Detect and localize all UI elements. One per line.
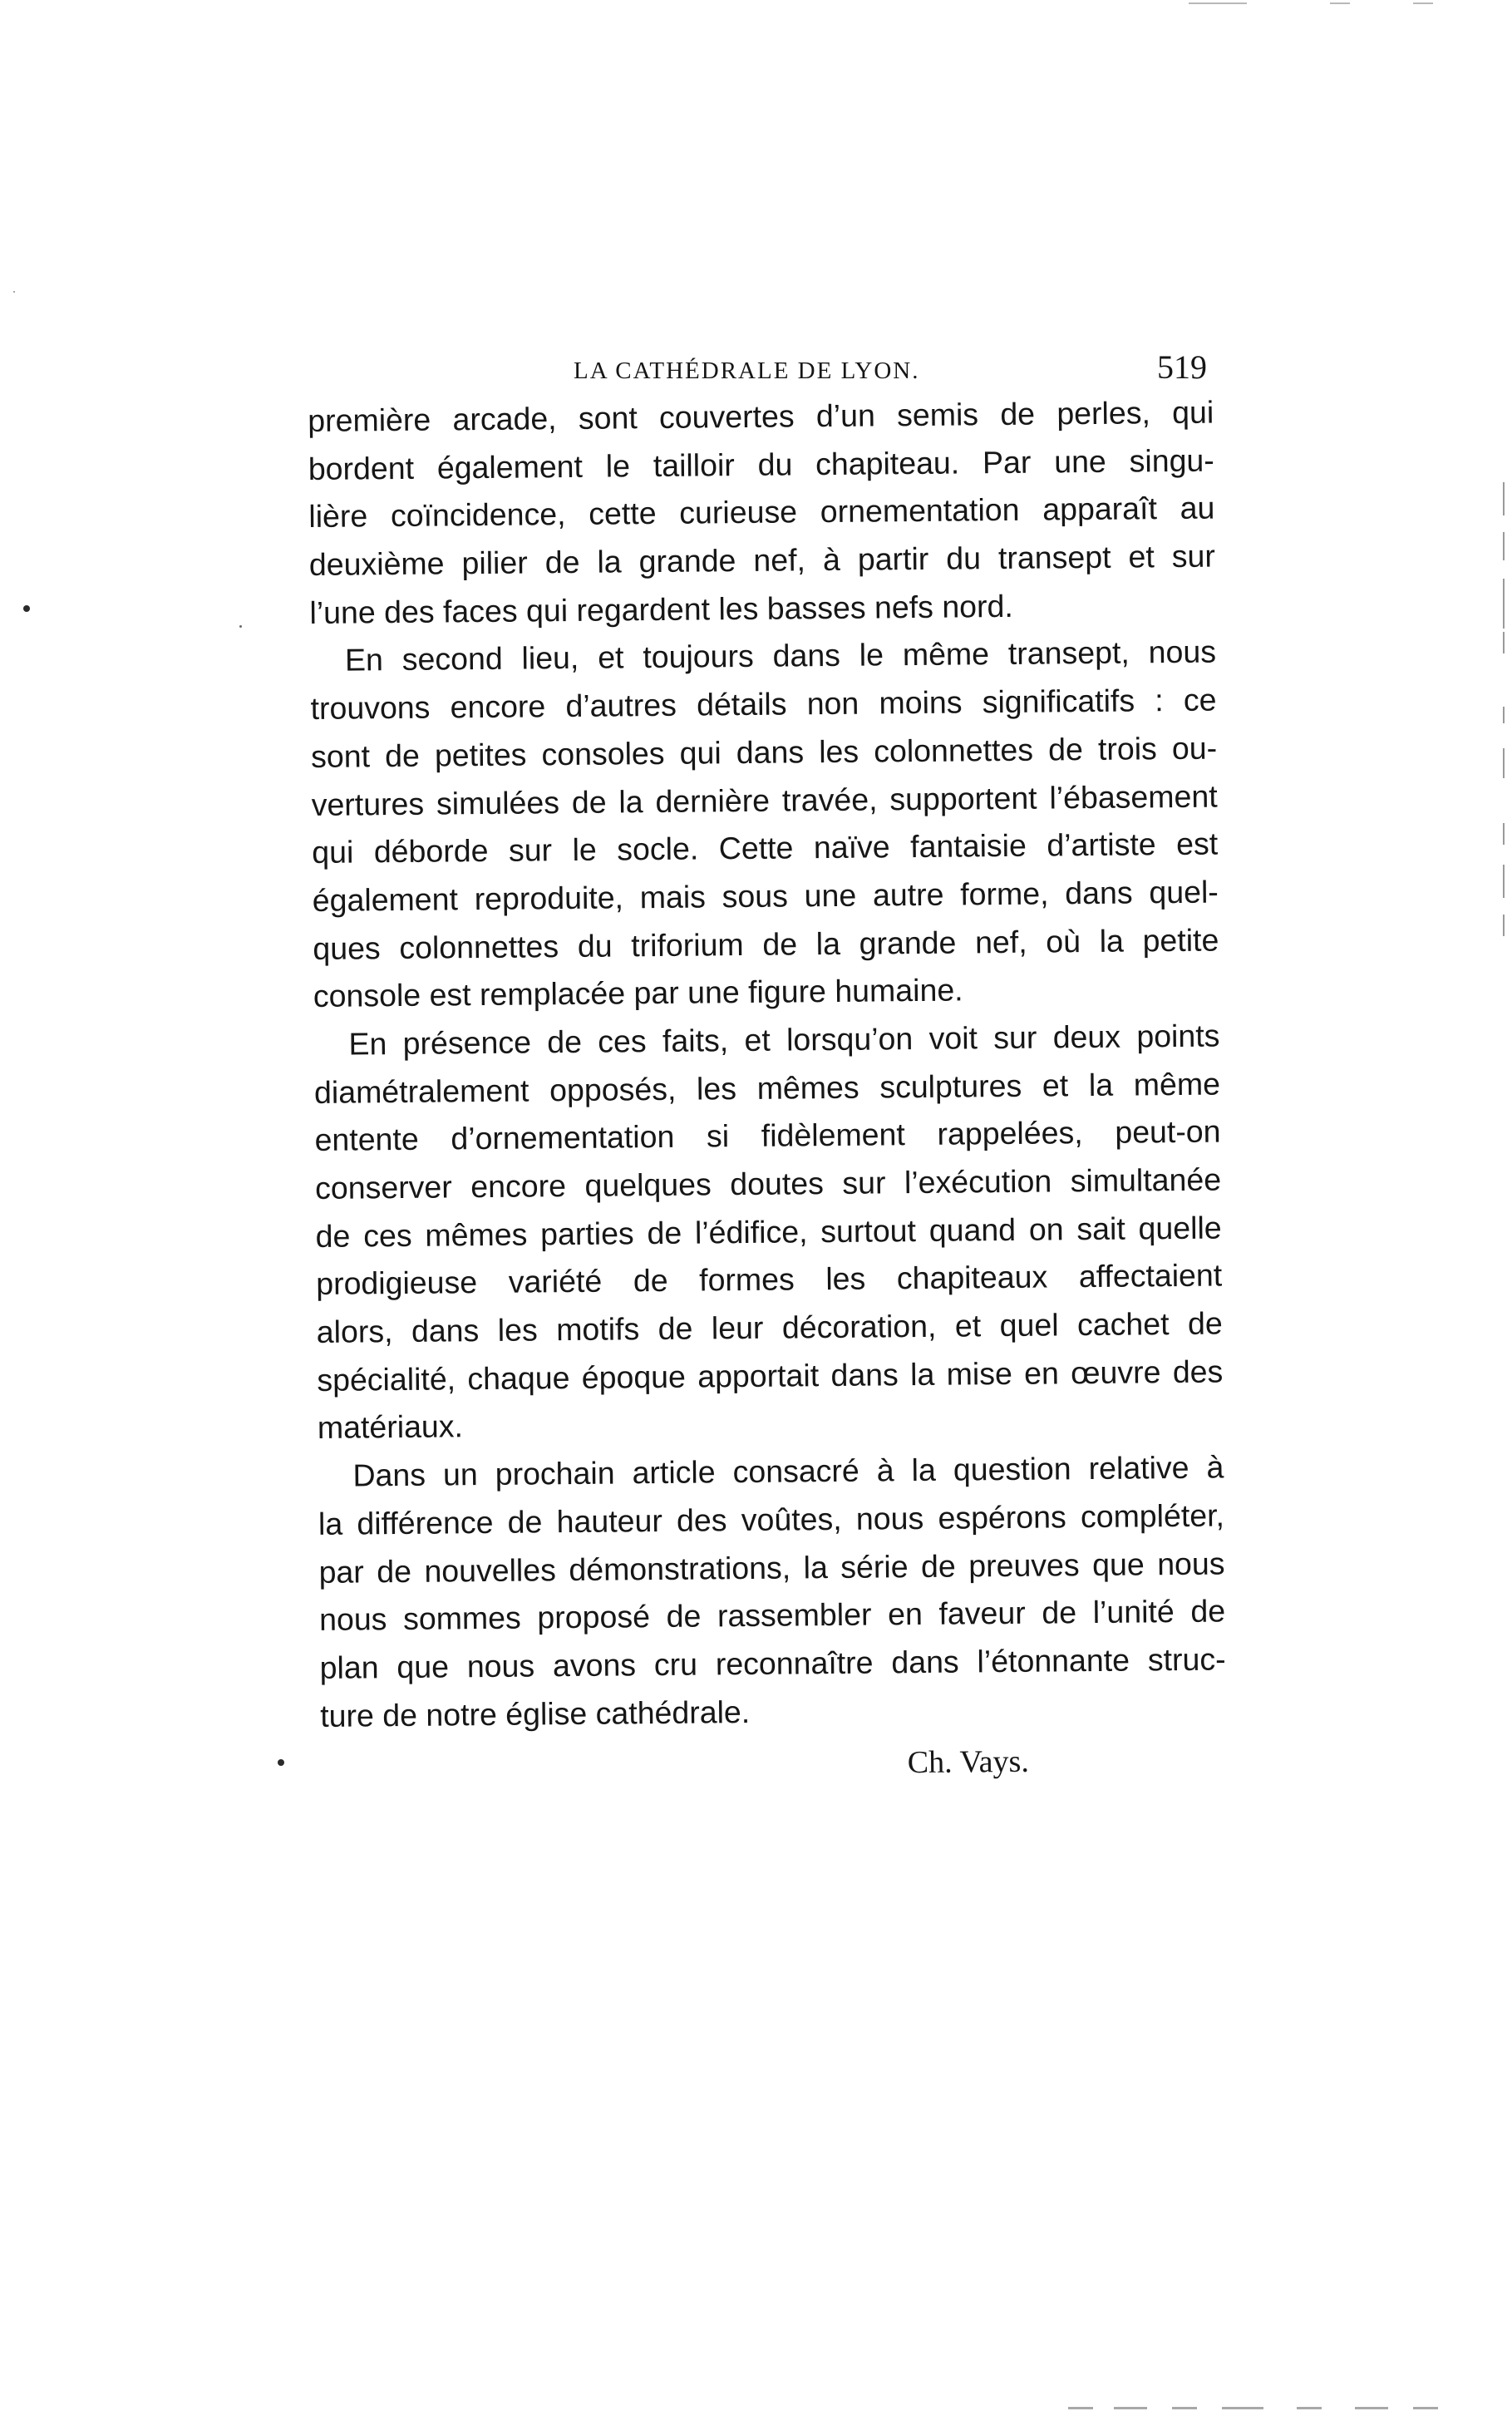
paragraph	[318, 1444, 1226, 1741]
page-number: 519	[1157, 348, 1207, 386]
scan-edge-mark	[1297, 2407, 1322, 2409]
margin-speck	[23, 605, 30, 612]
text-line: sont de petites consoles qui dans les colonnettes de trois ou-	[310, 730, 1218, 774]
scan-edge-mark	[1189, 2, 1247, 4]
author-signature: Ch. Vays.	[907, 1743, 1030, 1781]
scan-edge-mark	[1503, 823, 1505, 845]
scan-edge-mark	[1330, 2, 1350, 4]
text-line: par de nouvelles démonstrations, la série de preuves que nous	[318, 1545, 1225, 1590]
running-title: LA CATHÉDRALE DE LYON.	[574, 357, 920, 384]
scan-edge-mark	[1114, 2407, 1147, 2409]
scan-edge-mark	[1068, 2407, 1093, 2409]
margin-speck	[278, 1759, 284, 1766]
text-line: deuxième pilier de la grande nef, à partir du transept et sur	[308, 538, 1216, 583]
margin-speck	[13, 291, 15, 293]
scan-edge-mark	[1355, 2407, 1388, 2409]
scan-edge-mark	[1503, 915, 1505, 936]
text-line: Dans un prochain article consacré à la question relative à	[352, 1449, 1224, 1493]
scan-edge-mark	[1413, 2, 1433, 4]
text-line: alors, dans les motifs de leur décoration, et quel cachet de	[316, 1305, 1223, 1350]
text-line: ques colonnettes du triforium de la grande nef, où la petite	[313, 922, 1219, 966]
text-line: première arcade, sont couvertes d’un semis de perles, qui	[308, 394, 1214, 438]
text-line: la différence de hauteur des voûtes, nous espérons compléter,	[318, 1497, 1225, 1541]
text-line: vertures simulées de la dernière travée, supportent l’ébasement	[311, 778, 1218, 822]
text-line: En second lieu, et toujours dans le même transept, nous	[344, 634, 1217, 678]
scan-edge-mark	[1503, 632, 1505, 653]
scan-edge-mark	[1503, 579, 1505, 629]
scan-edge-mark	[1172, 2407, 1197, 2409]
text-line: En présence de ces faits, et lorsqu’on voit sur deux points	[348, 1018, 1220, 1062]
text-line: spécialité, chaque époque apportait dans la mise en œuvre des	[317, 1353, 1224, 1398]
text-line: lière coïncidence, cette curieuse ornementation apparaît au	[308, 490, 1215, 535]
scan-edge-mark	[1503, 748, 1505, 778]
text-line: qui déborde sur le socle. Cette naïve fantaisie d’artiste est	[312, 826, 1219, 870]
text-line: prodigieuse variété de formes les chapiteaux affectaient	[316, 1257, 1223, 1302]
text-line: ture de notre église cathédrale.	[320, 1694, 751, 1733]
running-header	[308, 346, 1214, 396]
paragraph	[310, 629, 1219, 1021]
body-text	[308, 389, 1227, 1794]
scan-edge-mark	[1503, 707, 1505, 723]
text-line: également reproduite, mais sous une autre forme, dans quel-	[312, 874, 1219, 918]
text-line: nous sommes proposé de rassembler en faveur de l’unité de	[318, 1593, 1226, 1638]
scan-edge-mark	[1413, 2407, 1438, 2409]
paragraph	[308, 389, 1216, 638]
text-line: console est remplacée par une figure humaine.	[313, 972, 963, 1014]
text-line: de ces mêmes parties de l’édifice, surtout quand on sait quelle	[315, 1210, 1222, 1254]
scan-edge-mark	[1222, 2407, 1263, 2409]
paragraph	[313, 1012, 1224, 1452]
text-line: trouvons encore d’autres détails non moins significatifs : ce	[310, 682, 1217, 727]
text-line: l’une des faces qui regardent les basses nefs nord.	[309, 588, 1014, 630]
text-line: diamétralement opposés, les mêmes sculptures et la même	[313, 1066, 1221, 1110]
text-line: bordent également le tailloir du chapiteau. Par une singu-	[308, 442, 1214, 486]
text-line: entente d’ornementation si fidèlement rappelées, peut-on	[314, 1113, 1221, 1158]
scan-edge-mark	[1503, 865, 1505, 898]
scan-edge-mark	[1503, 532, 1505, 560]
margin-speck	[239, 625, 242, 628]
text-line: conserver encore quelques doutes sur l’exécution simultanée	[314, 1161, 1222, 1206]
text-line: plan que nous avons cru reconnaître dans l’étonnante struc-	[319, 1641, 1226, 1685]
scan-edge-mark	[1503, 482, 1505, 515]
text-line: matériaux.	[317, 1408, 464, 1446]
